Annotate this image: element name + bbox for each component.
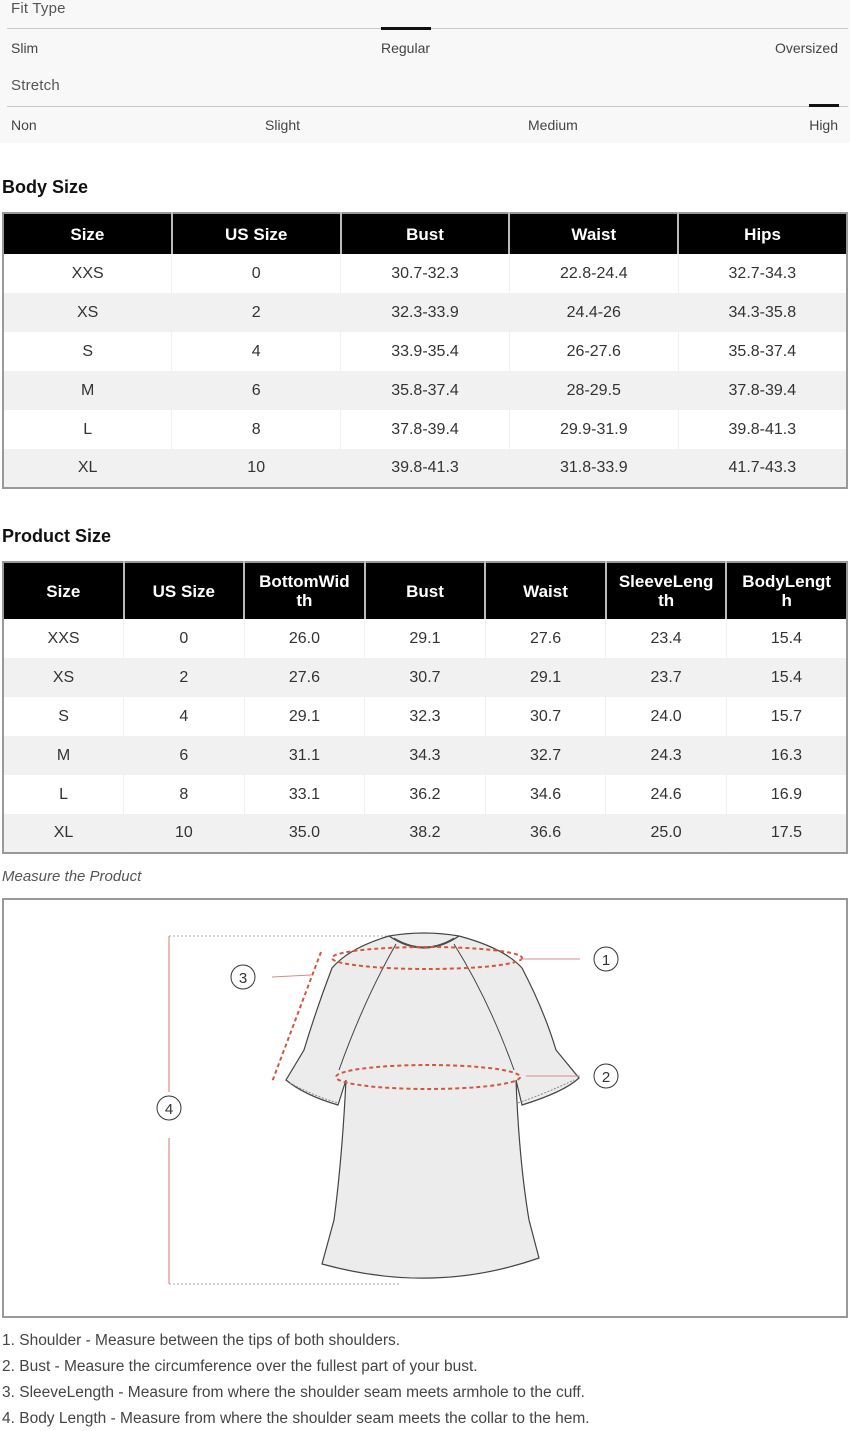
product-size-table <box>2 561 848 854</box>
table-cell: XL <box>3 449 172 488</box>
table-cell: 10 <box>172 449 341 488</box>
table-cell: 24.0 <box>606 697 727 736</box>
table-row <box>3 697 847 736</box>
table-cell: 35.8-37.4 <box>678 332 847 371</box>
table-cell: 33.1 <box>244 775 365 814</box>
stretch-marker <box>809 104 839 107</box>
table-cell: 4 <box>124 697 245 736</box>
table-cell: 31.1 <box>244 736 365 775</box>
table-row <box>3 332 847 371</box>
table-cell: L <box>3 410 172 449</box>
table-cell: 26.0 <box>244 619 365 658</box>
table-cell: 8 <box>124 775 245 814</box>
column-header: Size <box>3 213 172 254</box>
fit-label-regular: Regular <box>381 40 431 56</box>
column-header: BodyLength <box>726 562 847 619</box>
table-cell: 24.6 <box>606 775 727 814</box>
table-cell: 0 <box>124 619 245 658</box>
table-cell: 30.7 <box>485 697 606 736</box>
table-cell: XS <box>3 293 172 332</box>
table-cell: S <box>3 697 124 736</box>
table-row <box>3 254 847 293</box>
table-cell: 30.7 <box>365 658 486 697</box>
table-cell: 22.8-24.4 <box>509 254 678 293</box>
tshirt-illustration <box>4 900 850 1320</box>
table-cell: 37.8-39.4 <box>678 371 847 410</box>
table-cell: 28-29.5 <box>509 371 678 410</box>
column-header: Size <box>3 562 124 619</box>
column-header: Hips <box>678 213 847 254</box>
table-cell: 17.5 <box>726 814 847 853</box>
table-cell: 15.7 <box>726 697 847 736</box>
table-cell: 25.0 <box>606 814 727 853</box>
column-header: US Size <box>124 562 245 619</box>
table-cell: 10 <box>124 814 245 853</box>
fit-label-oversized: Oversized <box>774 40 838 56</box>
stretch-title: Stretch <box>11 77 60 94</box>
measurement-diagram <box>2 898 848 1318</box>
table-cell: 29.1 <box>485 658 606 697</box>
table-cell: L <box>3 775 124 814</box>
table-row <box>3 410 847 449</box>
table-cell: 8 <box>172 410 341 449</box>
table-cell: 35.8-37.4 <box>341 371 510 410</box>
column-header: BottomWidth <box>244 562 365 619</box>
note-body-length: 4. Body Length - Measure from where the shoulder seam meets the collar to the hem. <box>2 1410 590 1427</box>
column-header: Waist <box>485 562 606 619</box>
table-cell: 16.9 <box>726 775 847 814</box>
stretch-label-medium: Medium <box>528 117 578 133</box>
table-cell: 16.3 <box>726 736 847 775</box>
table-cell: S <box>3 332 172 371</box>
stretch-label-non: Non <box>11 117 37 133</box>
table-cell: 15.4 <box>726 619 847 658</box>
table-cell: 36.2 <box>365 775 486 814</box>
table-cell: 26-27.6 <box>509 332 678 371</box>
table-cell: 27.6 <box>485 619 606 658</box>
table-cell: M <box>3 371 172 410</box>
stretch-track <box>7 106 848 107</box>
measure-caption: Measure the Product <box>2 868 142 885</box>
table-cell: 2 <box>172 293 341 332</box>
table-cell: 39.8-41.3 <box>678 410 847 449</box>
table-cell: M <box>3 736 124 775</box>
measurement-notes <box>2 1330 590 1431</box>
callout-4-icon <box>157 1096 181 1120</box>
callout-2-icon <box>594 1064 618 1088</box>
table-cell: 36.6 <box>485 814 606 853</box>
table-row <box>3 814 847 853</box>
table-row <box>3 658 847 697</box>
column-header: Waist <box>509 213 678 254</box>
table-cell: 39.8-41.3 <box>341 449 510 488</box>
table-cell: 27.6 <box>244 658 365 697</box>
column-header: Bust <box>341 213 510 254</box>
table-cell: 41.7-43.3 <box>678 449 847 488</box>
table-cell: 24.3 <box>606 736 727 775</box>
table-cell: XS <box>3 658 124 697</box>
table-cell: 24.4-26 <box>509 293 678 332</box>
table-cell: 35.0 <box>244 814 365 853</box>
fit-type-marker <box>381 27 431 30</box>
table-cell: 32.3 <box>365 697 486 736</box>
table-cell: 23.7 <box>606 658 727 697</box>
shirt-outline-icon <box>286 933 579 1278</box>
table-cell: XXS <box>3 254 172 293</box>
column-header: SleeveLength <box>606 562 727 619</box>
callout-1-icon <box>594 947 618 971</box>
table-cell: XL <box>3 814 124 853</box>
table-cell: 29.9-31.9 <box>509 410 678 449</box>
table-cell: 37.8-39.4 <box>341 410 510 449</box>
table-cell: 30.7-32.3 <box>341 254 510 293</box>
table-cell: 34.6 <box>485 775 606 814</box>
table-cell: 34.3 <box>365 736 486 775</box>
stretch-label-slight: Slight <box>265 117 301 133</box>
table-cell: 33.9-35.4 <box>341 332 510 371</box>
fit-label-slim: Slim <box>11 40 39 56</box>
table-cell: 34.3-35.8 <box>678 293 847 332</box>
table-cell: 23.4 <box>606 619 727 658</box>
table-cell: 29.1 <box>365 619 486 658</box>
svg-text:1: 1 <box>601 952 611 969</box>
svg-text:4: 4 <box>164 1101 174 1118</box>
table-header-row <box>3 213 847 254</box>
table-row <box>3 775 847 814</box>
table-header-row <box>3 562 847 619</box>
svg-text:3: 3 <box>238 970 248 987</box>
table-row <box>3 371 847 410</box>
table-cell: 32.7-34.3 <box>678 254 847 293</box>
table-cell: 4 <box>172 332 341 371</box>
note-bust: 2. Bust - Measure the circumference over the fullest part of your bust. <box>2 1358 478 1375</box>
note-sleeve-length: 3. SleeveLength - Measure from where the shoulder seam meets armhole to the cuff. <box>2 1384 585 1401</box>
table-cell: 6 <box>124 736 245 775</box>
table-cell: 6 <box>172 371 341 410</box>
table-row <box>3 736 847 775</box>
table-cell: 38.2 <box>365 814 486 853</box>
body-size-table <box>2 212 848 489</box>
fit-type-title: Fit Type <box>11 0 66 17</box>
table-cell: 2 <box>124 658 245 697</box>
callout-3-icon <box>231 965 255 989</box>
column-header: Bust <box>365 562 486 619</box>
fit-stretch-panel <box>0 0 850 143</box>
table-row <box>3 619 847 658</box>
table-cell: 31.8-33.9 <box>509 449 678 488</box>
svg-text:2: 2 <box>601 1069 611 1086</box>
column-header: US Size <box>172 213 341 254</box>
table-cell: 32.3-33.9 <box>341 293 510 332</box>
table-cell: 32.7 <box>485 736 606 775</box>
table-cell: 29.1 <box>244 697 365 736</box>
note-shoulder: 1. Shoulder - Measure between the tips of both shoulders. <box>2 1332 401 1349</box>
table-cell: 15.4 <box>726 658 847 697</box>
table-row <box>3 449 847 488</box>
table-cell: 0 <box>172 254 341 293</box>
product-size-title: Product Size <box>2 526 112 546</box>
table-cell: XXS <box>3 619 124 658</box>
stretch-label-high: High <box>809 117 838 133</box>
table-row <box>3 293 847 332</box>
body-size-title: Body Size <box>2 177 89 197</box>
